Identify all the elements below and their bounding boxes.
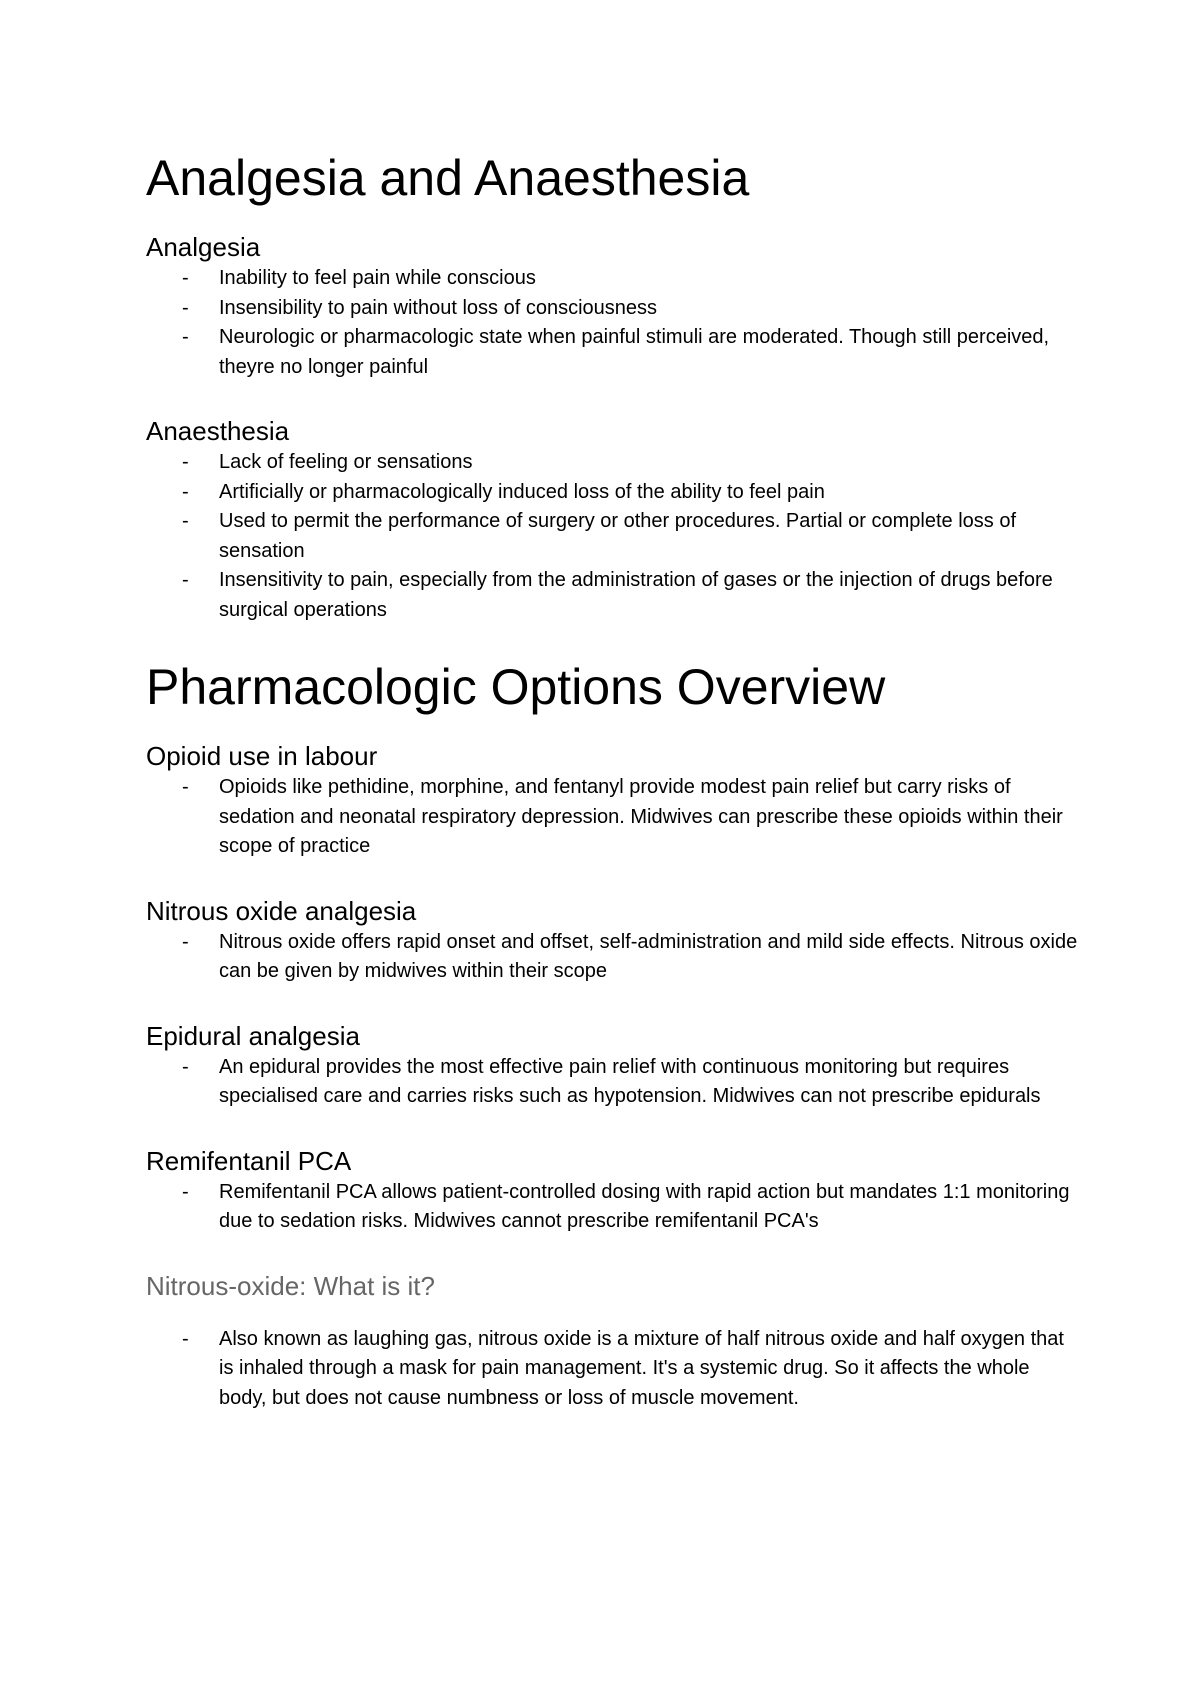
list-remifentanil-pca [146,1178,1080,1237]
list-epidural-analgesia [146,1053,1080,1112]
list-item [146,566,1080,625]
list-item [146,1053,1080,1112]
list-item-text: Nitrous oxide offers rapid onset and offset, self-administration and mild side effects. Nitrous oxide can be given by midwives within their scope [219,930,1078,982]
section-title-analgesia-anaesthesia: Analgesia and Anaesthesia [146,150,750,206]
list-item-text: Opioids like pethidine, morphine, and fentanyl provide modest pain relief but carry risks of sedation and neonatal respiratory depression. Midwives can prescribe these opioids within their scope of practice [219,776,1063,857]
list-item [146,323,1080,382]
bullet-dash: - [182,326,189,348]
bullet-dash: - [182,510,189,532]
bullet-dash: - [182,1055,189,1078]
bullet-dash: - [182,1180,189,1203]
list-item-text: An epidural provides the most effective pain relief with continuous monitoring but requires specialised care and carries risks such as hypotension. Midwives can not prescribe epidurals [219,1055,1041,1107]
bullet-dash: - [182,267,189,289]
list-item [146,264,1080,294]
list-analgesia [146,264,1080,382]
heading-nitrous-oxide-analgesia: Nitrous oxide analgesia [146,895,417,926]
list-opioid-use [146,773,1080,862]
bullet-dash: - [182,569,189,591]
list-anaesthesia [146,448,1080,625]
bullet-dash: - [182,776,189,798]
section-title-pharmacologic-options: Pharmacologic Options Overview [146,659,886,715]
list-item-text: Also known as laughing gas, nitrous oxide is a mixture of half nitrous oxide and half oxygen that is inhaled through a mask for pain management. It's a systemic drug. So it affects the whole body, but does not cause numbness or loss of muscle movement. [219,1327,1064,1409]
bullet-dash: - [182,480,189,503]
list-item [146,928,1080,987]
list-item-text: Inability to feel pain while conscious [219,267,536,289]
heading-anaesthesia: Anaesthesia [146,416,290,446]
list-item [146,294,1080,324]
list-item-text: Lack of feeling or sensations [219,451,473,473]
list-nitrous-oxide-what-is-it [146,1325,1080,1414]
list-item [146,448,1080,478]
list-item [146,478,1080,508]
list-item-text: Remifentanil PCA allows patient-controlled dosing with rapid action but mandates 1:1 monitoring due to sedation risks. Midwives cannot prescribe remifentanil PCA's [219,1180,1070,1232]
bullet-dash: - [182,930,189,953]
list-nitrous-oxide-analgesia [146,928,1080,987]
list-item [146,1178,1080,1237]
list-item [146,507,1080,566]
bullet-dash: - [182,296,189,319]
list-item-text: Used to permit the performance of surgery or other procedures. Partial or complete loss of sensation [219,510,1017,562]
list-item-text: Artificially or pharmacologically induced loss of the ability to feel pain [219,480,825,503]
list-item [146,773,1080,862]
list-item-text: Insensibility to pain without loss of consciousness [219,296,658,319]
list-item [146,1325,1080,1414]
heading-remifentanil-pca: Remifentanil PCA [146,1145,352,1176]
heading-analgesia: Analgesia [146,232,261,262]
heading-nitrous-oxide-what-is-it: Nitrous-oxide: What is it? [146,1270,435,1301]
bullet-dash: - [182,451,189,473]
heading-epidural-analgesia: Epidural analgesia [146,1020,360,1051]
list-item-text: Insensitivity to pain, especially from the administration of gases or the injection of drugs before surgical operations [219,569,1053,621]
heading-opioid-use: Opioid use in labour [146,741,378,771]
bullet-dash: - [182,1327,189,1350]
list-item-text: Neurologic or pharmacologic state when painful stimuli are moderated. Though still perceived, theyre no longer painful [219,326,1050,378]
